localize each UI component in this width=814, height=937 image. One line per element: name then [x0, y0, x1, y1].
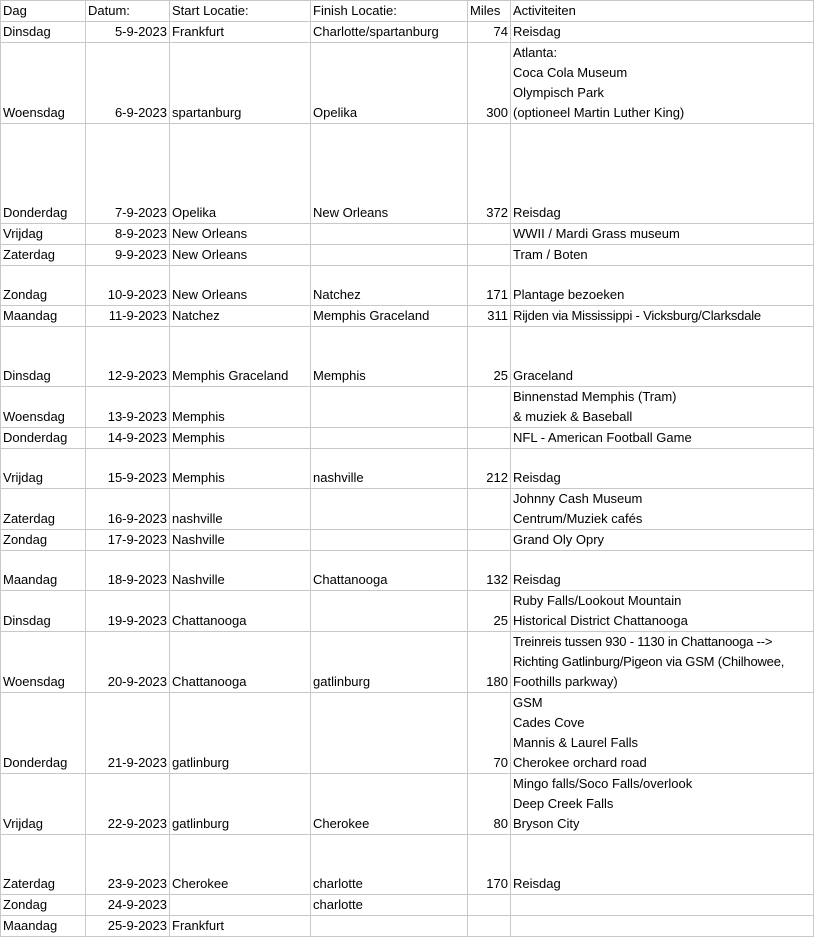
- cell-start[interactable]: Nashville: [170, 551, 311, 591]
- cell-finish[interactable]: [311, 245, 468, 266]
- cell-finish[interactable]: Memphis Graceland: [311, 306, 468, 327]
- activity-line: Treinreis tussen 930 - 1130 in Chattanooga -->: [513, 634, 773, 649]
- cell-start[interactable]: New Orleans: [170, 266, 311, 306]
- activity-line: Reisdag: [513, 876, 561, 891]
- cell-datum[interactable]: 7-9-2023: [86, 124, 170, 224]
- cell-miles[interactable]: [468, 530, 511, 551]
- cell-datum[interactable]: 23-9-2023: [86, 835, 170, 895]
- table-row: [1, 632, 814, 693]
- activity-line: Reisdag: [513, 24, 561, 39]
- cell-dag[interactable]: Vrijdag: [1, 774, 86, 835]
- activity-line: Mannis & Laurel Falls: [513, 735, 638, 750]
- table-row: [1, 591, 814, 632]
- cell-miles[interactable]: 70: [468, 693, 511, 774]
- activity-line: & muziek & Baseball: [513, 409, 633, 424]
- cell-activiteiten[interactable]: [511, 774, 814, 835]
- cell-datum[interactable]: 9-9-2023: [86, 245, 170, 266]
- cell-activiteiten[interactable]: [511, 306, 814, 327]
- table-row: [1, 387, 814, 428]
- table-row: [1, 916, 814, 937]
- cell-finish[interactable]: [311, 530, 468, 551]
- cell-activiteiten[interactable]: [511, 327, 814, 387]
- activity-line: Richting Gatlinburg/Pigeon via GSM (Chilhowee,: [513, 654, 785, 669]
- cell-start[interactable]: Frankfurt: [170, 916, 311, 937]
- header-miles[interactable]: Miles: [468, 1, 511, 22]
- cell-dag[interactable]: Dinsdag: [1, 591, 86, 632]
- activity-line: [513, 916, 811, 936]
- cell-datum[interactable]: 19-9-2023: [86, 591, 170, 632]
- cell-dag[interactable]: Vrijdag: [1, 449, 86, 489]
- cell-activiteiten[interactable]: [511, 266, 814, 306]
- cell-miles[interactable]: [468, 916, 511, 937]
- cell-dag[interactable]: Dinsdag: [1, 327, 86, 387]
- cell-activiteiten[interactable]: [511, 835, 814, 895]
- cell-finish[interactable]: Cherokee: [311, 774, 468, 835]
- cell-dag[interactable]: Maandag: [1, 916, 86, 937]
- cell-miles[interactable]: 300: [468, 43, 511, 124]
- cell-dag[interactable]: Zondag: [1, 530, 86, 551]
- cell-finish[interactable]: gatlinburg: [311, 632, 468, 693]
- activity-line: Coca Cola Museum: [513, 65, 628, 80]
- activity-line: WWII / Mardi Grass museum: [513, 226, 680, 241]
- cell-datum[interactable]: 21-9-2023: [86, 693, 170, 774]
- cell-start[interactable]: spartanburg: [170, 43, 311, 124]
- itinerary-body: [1, 22, 814, 937]
- cell-dag[interactable]: Vrijdag: [1, 224, 86, 245]
- cell-finish[interactable]: Charlotte/spartanburg: [311, 22, 468, 43]
- cell-activiteiten[interactable]: [511, 916, 814, 937]
- cell-dag[interactable]: Zaterdag: [1, 489, 86, 530]
- cell-datum[interactable]: 20-9-2023: [86, 632, 170, 693]
- cell-start[interactable]: Cherokee: [170, 835, 311, 895]
- activity-line: Bryson City: [513, 816, 580, 831]
- cell-start[interactable]: Frankfurt: [170, 22, 311, 43]
- cell-datum[interactable]: 8-9-2023: [86, 224, 170, 245]
- activity-line: [513, 895, 811, 915]
- activity-line: Johnny Cash Museum: [513, 491, 643, 506]
- table-row: [1, 428, 814, 449]
- cell-activiteiten[interactable]: [511, 551, 814, 591]
- cell-dag[interactable]: Zaterdag: [1, 835, 86, 895]
- cell-dag[interactable]: Zondag: [1, 266, 86, 306]
- activity-line: Reisdag: [513, 205, 561, 220]
- cell-datum[interactable]: 14-9-2023: [86, 428, 170, 449]
- cell-finish[interactable]: Memphis: [311, 327, 468, 387]
- cell-start[interactable]: Opelika: [170, 124, 311, 224]
- cell-datum[interactable]: 5-9-2023: [86, 22, 170, 43]
- cell-datum[interactable]: 18-9-2023: [86, 551, 170, 591]
- header-start[interactable]: Start Locatie:: [170, 1, 311, 22]
- activity-line: Mingo falls/Soco Falls/overlook: [513, 776, 693, 791]
- cell-finish[interactable]: [311, 224, 468, 245]
- activity-line: Deep Creek Falls: [513, 796, 614, 811]
- cell-dag[interactable]: Dinsdag: [1, 22, 86, 43]
- cell-miles[interactable]: [468, 489, 511, 530]
- cell-miles[interactable]: [468, 895, 511, 916]
- activity-line: Olympisch Park: [513, 85, 605, 100]
- cell-activiteiten[interactable]: [511, 530, 814, 551]
- activity-line: NFL - American Football Game: [513, 430, 692, 445]
- cell-miles[interactable]: 25: [468, 327, 511, 387]
- table-row: [1, 551, 814, 591]
- cell-start[interactable]: New Orleans: [170, 245, 311, 266]
- cell-miles[interactable]: 132: [468, 551, 511, 591]
- table-row: [1, 774, 814, 835]
- table-row: [1, 266, 814, 306]
- cell-miles[interactable]: 180: [468, 632, 511, 693]
- activity-line: Reisdag: [513, 470, 561, 485]
- table-row: [1, 22, 814, 43]
- activity-line: Atlanta:: [513, 45, 558, 60]
- cell-miles[interactable]: 372: [468, 124, 511, 224]
- cell-finish[interactable]: Chattanooga: [311, 551, 468, 591]
- activity-line: Binnenstad Memphis (Tram): [513, 389, 677, 404]
- cell-activiteiten[interactable]: [511, 591, 814, 632]
- cell-dag[interactable]: Woensdag: [1, 632, 86, 693]
- cell-miles[interactable]: 171: [468, 266, 511, 306]
- cell-dag[interactable]: Maandag: [1, 306, 86, 327]
- cell-dag[interactable]: Woensdag: [1, 387, 86, 428]
- cell-dag[interactable]: Donderdag: [1, 124, 86, 224]
- cell-start[interactable]: gatlinburg: [170, 693, 311, 774]
- table-row: [1, 306, 814, 327]
- cell-activiteiten[interactable]: [511, 895, 814, 916]
- activity-line: Foothills parkway): [513, 674, 618, 689]
- cell-activiteiten[interactable]: [511, 489, 814, 530]
- cell-start[interactable]: [170, 895, 311, 916]
- cell-datum[interactable]: 17-9-2023: [86, 530, 170, 551]
- table-row: [1, 449, 814, 489]
- table-row: [1, 43, 814, 124]
- table-row: [1, 224, 814, 245]
- cell-start[interactable]: New Orleans: [170, 224, 311, 245]
- activity-line: Grand Oly Opry: [513, 532, 605, 547]
- activity-line: Historical District Chattanooga: [513, 613, 688, 628]
- cell-activiteiten[interactable]: [511, 124, 814, 224]
- cell-datum[interactable]: 13-9-2023: [86, 387, 170, 428]
- cell-start[interactable]: Memphis Graceland: [170, 327, 311, 387]
- activity-line: Centrum/Muziek cafés: [513, 511, 643, 526]
- table-row: [1, 245, 814, 266]
- activity-line: Plantage bezoeken: [513, 287, 625, 302]
- header-activiteiten[interactable]: Activiteiten: [511, 1, 814, 22]
- cell-datum[interactable]: 15-9-2023: [86, 449, 170, 489]
- cell-start[interactable]: nashville: [170, 489, 311, 530]
- cell-miles[interactable]: [468, 387, 511, 428]
- activity-line: Ruby Falls/Lookout Mountain: [513, 593, 682, 608]
- cell-datum[interactable]: 10-9-2023: [86, 266, 170, 306]
- cell-activiteiten[interactable]: [511, 449, 814, 489]
- cell-start[interactable]: Chattanooga: [170, 632, 311, 693]
- table-row: [1, 327, 814, 387]
- cell-datum[interactable]: 22-9-2023: [86, 774, 170, 835]
- cell-activiteiten[interactable]: [511, 693, 814, 774]
- cell-dag[interactable]: Donderdag: [1, 693, 86, 774]
- cell-datum[interactable]: 11-9-2023: [86, 306, 170, 327]
- cell-dag[interactable]: Maandag: [1, 551, 86, 591]
- activity-line: Rijden via Mississippi - Vicksburg/Clarksdale: [513, 308, 761, 323]
- cell-miles[interactable]: [468, 428, 511, 449]
- cell-finish[interactable]: Opelika: [311, 43, 468, 124]
- cell-finish[interactable]: charlotte: [311, 895, 468, 916]
- cell-finish[interactable]: nashville: [311, 449, 468, 489]
- table-row: [1, 693, 814, 774]
- activity-line: Cades Cove: [513, 715, 585, 730]
- cell-datum[interactable]: 16-9-2023: [86, 489, 170, 530]
- header-dag[interactable]: Dag: [1, 1, 86, 22]
- cell-miles[interactable]: 80: [468, 774, 511, 835]
- cell-activiteiten[interactable]: [511, 632, 814, 693]
- cell-datum[interactable]: 25-9-2023: [86, 916, 170, 937]
- header-row: [1, 1, 814, 22]
- cell-dag[interactable]: Zondag: [1, 895, 86, 916]
- activity-line: (optioneel Martin Luther King): [513, 105, 685, 120]
- activity-line: Reisdag: [513, 572, 561, 587]
- cell-activiteiten[interactable]: [511, 245, 814, 266]
- cell-miles[interactable]: [468, 224, 511, 245]
- cell-finish[interactable]: [311, 916, 468, 937]
- cell-dag[interactable]: Woensdag: [1, 43, 86, 124]
- cell-start[interactable]: Memphis: [170, 449, 311, 489]
- cell-start[interactable]: Nashville: [170, 530, 311, 551]
- cell-finish[interactable]: New Orleans: [311, 124, 468, 224]
- cell-activiteiten[interactable]: [511, 43, 814, 124]
- cell-miles[interactable]: 170: [468, 835, 511, 895]
- cell-activiteiten[interactable]: [511, 22, 814, 43]
- cell-start[interactable]: Memphis: [170, 428, 311, 449]
- activity-line: Graceland: [513, 368, 573, 383]
- cell-miles[interactable]: 74: [468, 22, 511, 43]
- activity-line: GSM: [513, 695, 543, 710]
- cell-activiteiten[interactable]: [511, 224, 814, 245]
- cell-start[interactable]: Memphis: [170, 387, 311, 428]
- cell-finish[interactable]: [311, 591, 468, 632]
- table-row: [1, 124, 814, 224]
- header-finish[interactable]: Finish Locatie:: [311, 1, 468, 22]
- activity-line: Cherokee orchard road: [513, 755, 647, 770]
- cell-finish[interactable]: charlotte: [311, 835, 468, 895]
- cell-datum[interactable]: 12-9-2023: [86, 327, 170, 387]
- cell-datum[interactable]: 24-9-2023: [86, 895, 170, 916]
- cell-start[interactable]: Chattanooga: [170, 591, 311, 632]
- table-row: [1, 835, 814, 895]
- cell-dag[interactable]: Zaterdag: [1, 245, 86, 266]
- table-row: [1, 530, 814, 551]
- cell-start[interactable]: Natchez: [170, 306, 311, 327]
- table-row: [1, 895, 814, 916]
- cell-start[interactable]: gatlinburg: [170, 774, 311, 835]
- cell-activiteiten[interactable]: [511, 387, 814, 428]
- cell-miles[interactable]: [468, 245, 511, 266]
- cell-activiteiten[interactable]: [511, 428, 814, 449]
- cell-finish[interactable]: Natchez: [311, 266, 468, 306]
- cell-finish[interactable]: [311, 387, 468, 428]
- cell-miles[interactable]: 311: [468, 306, 511, 327]
- cell-finish[interactable]: [311, 428, 468, 449]
- table-row: [1, 489, 814, 530]
- activity-line: Tram / Boten: [513, 247, 588, 262]
- cell-miles[interactable]: 212: [468, 449, 511, 489]
- cell-dag[interactable]: Donderdag: [1, 428, 86, 449]
- cell-finish[interactable]: [311, 489, 468, 530]
- header-datum[interactable]: Datum:: [86, 1, 170, 22]
- cell-miles[interactable]: 25: [468, 591, 511, 632]
- cell-datum[interactable]: 6-9-2023: [86, 43, 170, 124]
- cell-finish[interactable]: [311, 693, 468, 774]
